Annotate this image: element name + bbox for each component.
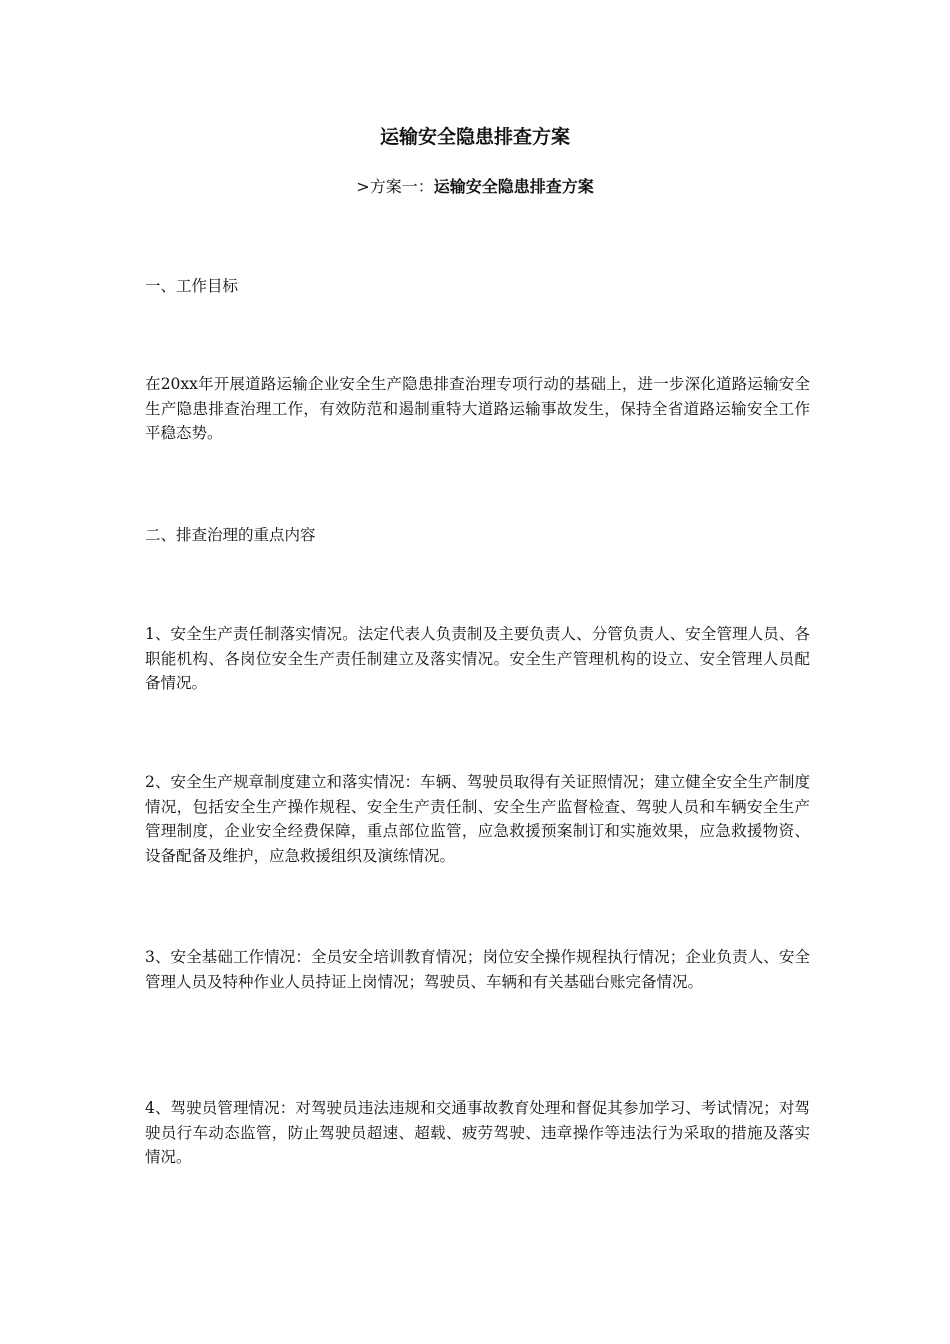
content-item-2: 2、安全生产规章制度建立和落实情况：车辆、驾驶员取得有关证照情况；建立健全安全生产制度情况，包括安全生产操作规程、安全生产责任制、安全生产监督检查、驾驶人员和车辆安全生产管理制度，企业安全经费保障，重点部位监管，应急救援预案制订和实施效果，应急救援物资、设备配备及维护，应急救援组织及演练情况。 [145,773,810,865]
subtitle-main: 运输安全隐患排查方案 [433,177,594,196]
section-1-heading: 一、工作目标 [145,277,239,295]
content-item-4: 4、驾驶员管理情况：对驾驶员违法违规和交通事故教育处理和督促其参加学习、考试情况；对驾驶员行车动态监管，防止驾驶员超速、超载、疲劳驾驶、违章操作等违法行为采取的措施及落实情况。 [145,1099,810,1166]
document-title: 运输安全隐患排查方案 [379,126,570,148]
content-item-1: 1、安全生产责任制落实情况。法定代表人负责制及主要负责人、分管负责人、安全管理人员、各职能机构、各岗位安全生产责任制建立及落实情况。安全生产管理机构的设立、安全管理人员配备情况。 [145,625,810,692]
section-2-heading: 二、排查治理的重点内容 [145,526,316,544]
content-item-3: 3、安全基础工作情况：全员安全培训教育情况；岗位安全操作规程执行情况；企业负责人、安全管理人员及特种作业人员持证上岗情况；驾驶员、车辆和有关基础台账完备情况。 [145,948,810,991]
section-1-paragraph: 在20xx年开展道路运输企业安全生产隐患排查治理专项行动的基础上，进一步深化道路运输安全生产隐患排查治理工作，有效防范和遏制重特大道路运输事故发生，保持全省道路运输安全工作平稳态势。 [145,375,810,442]
subtitle-prefix: >方案一： [356,177,434,196]
document-subtitle [0,176,950,198]
